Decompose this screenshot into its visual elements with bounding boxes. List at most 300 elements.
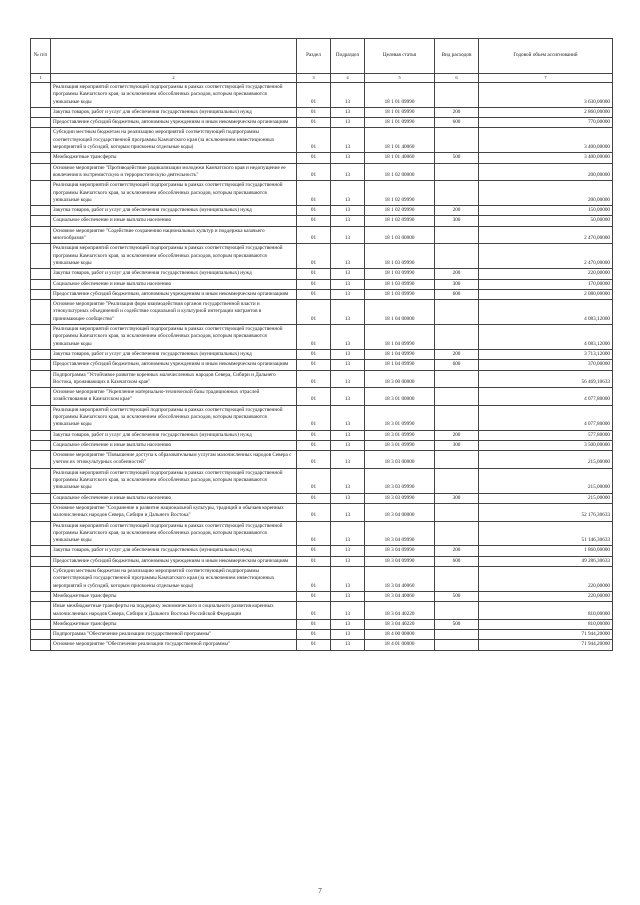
table-row bbox=[31, 206, 613, 216]
vr-cell: 600 bbox=[435, 289, 479, 299]
header-vr: Вид расходов bbox=[435, 39, 479, 74]
table-row bbox=[31, 503, 613, 521]
podrazdel-cell: 13 bbox=[331, 451, 365, 469]
podrazdel-cell: 13 bbox=[331, 216, 365, 226]
cs-cell: 18 3 01 09990 bbox=[365, 405, 435, 430]
name-cell: Предоставление субсидий бюджетным, автономным учреждениям и иным некоммерческим организациям bbox=[51, 360, 297, 370]
colnum: 2 bbox=[51, 74, 297, 83]
razdel-cell: 01 bbox=[297, 521, 331, 546]
name-cell: Предоставление субсидий бюджетным, автономным учреждениям и иным некоммерческим организациям bbox=[51, 118, 297, 128]
razdel-cell: 01 bbox=[297, 226, 331, 244]
podrazdel-cell: 13 bbox=[331, 493, 365, 503]
cs-cell: 18 1 01 09990 bbox=[365, 118, 435, 128]
name-cell: Реализация мероприятий соответствующей подпрограммы в рамках соответствующей государственной программы Камчатского края, за исключением обособленных расходов, которым присваиваются уникальные коды bbox=[51, 325, 297, 350]
table-row bbox=[31, 451, 613, 469]
name-cell: Основное мероприятие "Сохранение и развитие национальной культуры, традиций и обычаев коренных малочисленных народов Севера, Сибири и Дальнего Востока" bbox=[51, 503, 297, 521]
razdel-cell: 01 bbox=[297, 370, 331, 388]
cs-cell: 18 1 01 40060 bbox=[365, 153, 435, 163]
podrazdel-cell: 13 bbox=[331, 181, 365, 206]
cs-cell: 18 1 02 09990 bbox=[365, 206, 435, 216]
sum-cell: 1 860,00000 bbox=[479, 546, 613, 556]
razdel-cell: 01 bbox=[297, 300, 331, 325]
cs-cell: 18 3 04 40220 bbox=[365, 619, 435, 629]
num-cell bbox=[31, 468, 51, 493]
num-cell bbox=[31, 619, 51, 629]
cs-cell: 18 3 01 00000 bbox=[365, 388, 435, 406]
razdel-cell: 01 bbox=[297, 118, 331, 128]
podrazdel-cell: 13 bbox=[331, 468, 365, 493]
sum-cell: 52 176,30633 bbox=[479, 503, 613, 521]
sum-cell: 577,80000 bbox=[479, 430, 613, 440]
budget-table bbox=[30, 38, 613, 651]
sum-cell: 2 860,00000 bbox=[479, 107, 613, 117]
sum-cell: 220,00000 bbox=[479, 269, 613, 279]
razdel-cell: 01 bbox=[297, 493, 331, 503]
name-cell: Основное мероприятие "Повышение доступа к образовательным услугам малочисленных народов Севера с учетом их этнокультурных особенностей" bbox=[51, 451, 297, 469]
num-cell bbox=[31, 279, 51, 289]
razdel-cell: 01 bbox=[297, 163, 331, 181]
sum-cell: 200,00000 bbox=[479, 163, 613, 181]
vr-cell bbox=[435, 300, 479, 325]
razdel-cell: 01 bbox=[297, 349, 331, 359]
cs-cell: 18 3 04 40060 bbox=[365, 567, 435, 592]
vr-cell: 300 bbox=[435, 493, 479, 503]
name-cell: Подпрограмма "Устойчивое развитие коренных малочисленных народов Севера, Сибири и Дальнего Востока, проживающих в Камчатском крае" bbox=[51, 370, 297, 388]
cs-cell: 18 3 01 09990 bbox=[365, 440, 435, 450]
podrazdel-cell: 13 bbox=[331, 153, 365, 163]
podrazdel-cell: 13 bbox=[331, 244, 365, 269]
name-cell: Межбюджетные трансферты bbox=[51, 591, 297, 601]
sum-cell: 220,00000 bbox=[479, 567, 613, 592]
vr-cell bbox=[435, 630, 479, 640]
name-cell: Социальное обеспечение и иные выплаты населению bbox=[51, 493, 297, 503]
sum-cell: 3 630,00000 bbox=[479, 83, 613, 108]
sum-cell: 50,00000 bbox=[479, 216, 613, 226]
sum-cell: 3 400,00000 bbox=[479, 128, 613, 153]
num-cell bbox=[31, 181, 51, 206]
num-cell bbox=[31, 440, 51, 450]
cs-cell: 18 1 03 09990 bbox=[365, 289, 435, 299]
vr-cell bbox=[435, 388, 479, 406]
cs-cell: 18 3 04 09990 bbox=[365, 546, 435, 556]
cs-cell: 18 3 04 09990 bbox=[365, 556, 435, 566]
vr-cell: 500 bbox=[435, 153, 479, 163]
table-row bbox=[31, 107, 613, 117]
num-cell bbox=[31, 226, 51, 244]
sum-cell: 215,00000 bbox=[479, 468, 613, 493]
sum-cell: 810,00000 bbox=[479, 619, 613, 629]
vr-cell bbox=[435, 451, 479, 469]
sum-cell: 4 083,12000 bbox=[479, 325, 613, 350]
num-cell bbox=[31, 206, 51, 216]
num-cell bbox=[31, 325, 51, 350]
table-row bbox=[31, 163, 613, 181]
razdel-cell: 01 bbox=[297, 360, 331, 370]
cs-cell: 18 1 04 09990 bbox=[365, 349, 435, 359]
sum-cell: 150,00000 bbox=[479, 206, 613, 216]
vr-cell bbox=[435, 325, 479, 350]
cs-cell: 18 1 03 00000 bbox=[365, 226, 435, 244]
table-row bbox=[31, 619, 613, 629]
podrazdel-cell: 13 bbox=[331, 630, 365, 640]
name-cell: Закупка товаров, работ и услуг для обеспечения государственных (муниципальных) нужд bbox=[51, 430, 297, 440]
column-number-row bbox=[31, 74, 613, 83]
sum-cell: 2 470,00000 bbox=[479, 226, 613, 244]
header-cs: Целевая статья bbox=[365, 39, 435, 74]
razdel-cell: 01 bbox=[297, 591, 331, 601]
sum-cell: 215,00000 bbox=[479, 451, 613, 469]
razdel-cell: 01 bbox=[297, 430, 331, 440]
razdel-cell: 01 bbox=[297, 451, 331, 469]
podrazdel-cell: 13 bbox=[331, 300, 365, 325]
header-row bbox=[31, 39, 613, 74]
podrazdel-cell: 13 bbox=[331, 279, 365, 289]
vr-cell bbox=[435, 640, 479, 650]
num-cell bbox=[31, 289, 51, 299]
vr-cell bbox=[435, 181, 479, 206]
cs-cell: 18 1 02 09990 bbox=[365, 181, 435, 206]
num-cell bbox=[31, 300, 51, 325]
razdel-cell: 01 bbox=[297, 546, 331, 556]
name-cell: Основное мероприятие "Обеспечение реализации государственной программы" bbox=[51, 640, 297, 650]
sum-cell: 170,00000 bbox=[479, 279, 613, 289]
sum-cell: 51 146,30633 bbox=[479, 521, 613, 546]
num-cell bbox=[31, 567, 51, 592]
podrazdel-cell: 13 bbox=[331, 118, 365, 128]
podrazdel-cell: 13 bbox=[331, 349, 365, 359]
num-cell bbox=[31, 521, 51, 546]
num-cell bbox=[31, 360, 51, 370]
table-row bbox=[31, 360, 613, 370]
razdel-cell: 01 bbox=[297, 216, 331, 226]
podrazdel-cell: 13 bbox=[331, 370, 365, 388]
razdel-cell: 01 bbox=[297, 153, 331, 163]
num-cell bbox=[31, 546, 51, 556]
num-cell bbox=[31, 430, 51, 440]
num-cell bbox=[31, 128, 51, 153]
cs-cell: 18 3 04 09990 bbox=[365, 521, 435, 546]
cs-cell: 18 1 04 09990 bbox=[365, 360, 435, 370]
vr-cell: 500 bbox=[435, 619, 479, 629]
table-row bbox=[31, 468, 613, 493]
num-cell bbox=[31, 388, 51, 406]
vr-cell bbox=[435, 468, 479, 493]
podrazdel-cell: 13 bbox=[331, 440, 365, 450]
razdel-cell: 01 bbox=[297, 602, 331, 620]
cs-cell: 18 3 00 00000 bbox=[365, 370, 435, 388]
name-cell: Предоставление субсидий бюджетным, автономным учреждениям и иным некоммерческим организациям bbox=[51, 289, 297, 299]
table-row bbox=[31, 567, 613, 592]
header-sum: Годовой объем ассигнований bbox=[479, 39, 613, 74]
razdel-cell: 01 bbox=[297, 619, 331, 629]
razdel-cell: 01 bbox=[297, 640, 331, 650]
colnum: 5 bbox=[365, 74, 435, 83]
table-row bbox=[31, 216, 613, 226]
vr-cell: 600 bbox=[435, 360, 479, 370]
vr-cell: 200 bbox=[435, 546, 479, 556]
vr-cell bbox=[435, 83, 479, 108]
name-cell: Межбюджетные трансферты bbox=[51, 619, 297, 629]
razdel-cell: 01 bbox=[297, 181, 331, 206]
podrazdel-cell: 13 bbox=[331, 83, 365, 108]
cs-cell: 18 3 04 40220 bbox=[365, 602, 435, 620]
num-cell bbox=[31, 269, 51, 279]
cs-cell: 18 1 03 09990 bbox=[365, 244, 435, 269]
table-row bbox=[31, 349, 613, 359]
table-row bbox=[31, 556, 613, 566]
vr-cell: 500 bbox=[435, 591, 479, 601]
num-cell bbox=[31, 640, 51, 650]
name-cell: Основное мероприятие "Противодействие радикализации молодежи Камчатского края и недопущение ее вовлечения в экстремистскую и террористическую деятельность" bbox=[51, 163, 297, 181]
name-cell: Закупка товаров, работ и услуг для обеспечения государственных (муниципальных) нужд bbox=[51, 349, 297, 359]
num-cell bbox=[31, 118, 51, 128]
table-row bbox=[31, 181, 613, 206]
sum-cell: 370,00000 bbox=[479, 360, 613, 370]
table-row bbox=[31, 279, 613, 289]
cs-cell: 18 1 01 09990 bbox=[365, 107, 435, 117]
colnum: 4 bbox=[331, 74, 365, 83]
name-cell: Социальное обеспечение и иные выплаты населению bbox=[51, 279, 297, 289]
name-cell: Предоставление субсидий бюджетным, автономным учреждениям и иным некоммерческим организациям bbox=[51, 556, 297, 566]
name-cell: Основное мероприятие "Содействие сохранению национальных культур и поддержка казачьего многообразия" bbox=[51, 226, 297, 244]
razdel-cell: 01 bbox=[297, 107, 331, 117]
sum-cell: 3 713,12000 bbox=[479, 349, 613, 359]
vr-cell: 300 bbox=[435, 279, 479, 289]
vr-cell: 200 bbox=[435, 206, 479, 216]
razdel-cell: 01 bbox=[297, 468, 331, 493]
name-cell: Межбюджетные трансферты bbox=[51, 153, 297, 163]
num-cell bbox=[31, 630, 51, 640]
num-cell bbox=[31, 556, 51, 566]
sum-cell: 71 944,20000 bbox=[479, 630, 613, 640]
cs-cell: 18 3 01 09990 bbox=[365, 430, 435, 440]
vr-cell bbox=[435, 226, 479, 244]
name-cell: Субсидии местным бюджетам на реализацию мероприятий соответствующей подпрограммы соответствующей государственной программы Камчатского края (за исключением инвестиционных мероприятий и субсидий, которым присвоены отдельные коды) bbox=[51, 128, 297, 153]
header-podrazdel: Подраздел bbox=[331, 39, 365, 74]
podrazdel-cell: 13 bbox=[331, 619, 365, 629]
razdel-cell: 01 bbox=[297, 244, 331, 269]
razdel-cell: 01 bbox=[297, 269, 331, 279]
razdel-cell: 01 bbox=[297, 325, 331, 350]
podrazdel-cell: 13 bbox=[331, 289, 365, 299]
podrazdel-cell: 13 bbox=[331, 128, 365, 153]
name-cell: Социальное обеспечение и иные выплаты населению bbox=[51, 440, 297, 450]
table-row bbox=[31, 370, 613, 388]
vr-cell: 300 bbox=[435, 216, 479, 226]
name-cell: Реализация мероприятий соответствующей подпрограммы в рамках соответствующей государственной программы Камчатского края, за исключением обособленных расходов, которым присваиваются уникальные коды bbox=[51, 181, 297, 206]
name-cell: Реализация мероприятий соответствующей подпрограммы в рамках соответствующей государственной программы Камчатского края, за исключением обособленных расходов, которым присваиваются уникальные коды bbox=[51, 244, 297, 269]
cs-cell: 18 4 01 00000 bbox=[365, 640, 435, 650]
podrazdel-cell: 13 bbox=[331, 602, 365, 620]
table-row bbox=[31, 153, 613, 163]
vr-cell bbox=[435, 521, 479, 546]
razdel-cell: 01 bbox=[297, 503, 331, 521]
podrazdel-cell: 13 bbox=[331, 503, 365, 521]
colnum: 1 bbox=[31, 74, 51, 83]
name-cell: Закупка товаров, работ и услуг для обеспечения государственных (муниципальных) нужд bbox=[51, 107, 297, 117]
num-cell bbox=[31, 405, 51, 430]
vr-cell bbox=[435, 567, 479, 592]
vr-cell: 200 bbox=[435, 269, 479, 279]
num-cell bbox=[31, 349, 51, 359]
razdel-cell: 01 bbox=[297, 128, 331, 153]
num-cell bbox=[31, 602, 51, 620]
table-row bbox=[31, 440, 613, 450]
num-cell bbox=[31, 451, 51, 469]
podrazdel-cell: 13 bbox=[331, 405, 365, 430]
razdel-cell: 01 bbox=[297, 556, 331, 566]
podrazdel-cell: 13 bbox=[331, 360, 365, 370]
podrazdel-cell: 13 bbox=[331, 388, 365, 406]
cs-cell: 18 3 03 09990 bbox=[365, 493, 435, 503]
podrazdel-cell: 13 bbox=[331, 546, 365, 556]
table-row bbox=[31, 118, 613, 128]
name-cell: Иные межбюджетные трансферты на поддержку экономического и социального развития коренных малочисленных народов Севера, Сибири и Дальнего Востока Российской Федерации bbox=[51, 602, 297, 620]
sum-cell: 49 286,30633 bbox=[479, 556, 613, 566]
table-body bbox=[31, 83, 613, 651]
num-cell bbox=[31, 493, 51, 503]
header-name bbox=[51, 39, 297, 74]
cs-cell: 18 1 02 09990 bbox=[365, 216, 435, 226]
podrazdel-cell: 13 bbox=[331, 206, 365, 216]
vr-cell bbox=[435, 244, 479, 269]
sum-cell: 2 470,00000 bbox=[479, 244, 613, 269]
cs-cell: 18 1 04 09990 bbox=[365, 325, 435, 350]
cs-cell: 18 1 01 09990 bbox=[365, 83, 435, 108]
name-cell: Реализация мероприятий соответствующей подпрограммы в рамках соответствующей государственной программы Камчатского края, за исключением обособленных расходов, которым присваиваются уникальные коды bbox=[51, 405, 297, 430]
header-num: № п/п bbox=[31, 39, 51, 74]
table-row bbox=[31, 325, 613, 350]
vr-cell: 200 bbox=[435, 107, 479, 117]
num-cell bbox=[31, 370, 51, 388]
table-row bbox=[31, 83, 613, 108]
table-row bbox=[31, 640, 613, 650]
name-cell: Реализация мероприятий соответствующей подпрограммы в рамках соответствующей государственной программы Камчатского края, за исключением обособленных расходов, которым присваиваются уникальные коды bbox=[51, 521, 297, 546]
podrazdel-cell: 13 bbox=[331, 430, 365, 440]
table-row bbox=[31, 430, 613, 440]
razdel-cell: 01 bbox=[297, 83, 331, 108]
vr-cell: 600 bbox=[435, 556, 479, 566]
podrazdel-cell: 13 bbox=[331, 591, 365, 601]
cs-cell: 18 3 04 40060 bbox=[365, 591, 435, 601]
podrazdel-cell: 13 bbox=[331, 226, 365, 244]
name-cell: Основное мероприятие "Укрепление материально-технической базы традиционных отраслей хозяйствования в Камчатском крае" bbox=[51, 388, 297, 406]
page-number: 7 bbox=[318, 887, 322, 895]
cs-cell: 18 3 03 09990 bbox=[365, 468, 435, 493]
colnum: 3 bbox=[297, 74, 331, 83]
name-cell: Субсидии местным бюджетам на реализацию мероприятий соответствующей подпрограммы соответствующей государственной программы Камчатского края (за исключением инвестиционных мероприятий и субсидий, которым присвоены отдельные коды) bbox=[51, 567, 297, 592]
vr-cell: 300 bbox=[435, 440, 479, 450]
vr-cell bbox=[435, 128, 479, 153]
podrazdel-cell: 13 bbox=[331, 269, 365, 279]
cs-cell: 18 1 03 09990 bbox=[365, 279, 435, 289]
podrazdel-cell: 13 bbox=[331, 325, 365, 350]
cs-cell: 18 4 00 00000 bbox=[365, 630, 435, 640]
table-row bbox=[31, 602, 613, 620]
podrazdel-cell: 13 bbox=[331, 163, 365, 181]
cs-cell: 18 3 04 00000 bbox=[365, 503, 435, 521]
num-cell bbox=[31, 163, 51, 181]
cs-cell: 18 3 03 00000 bbox=[365, 451, 435, 469]
num-cell bbox=[31, 503, 51, 521]
vr-cell bbox=[435, 503, 479, 521]
num-cell bbox=[31, 107, 51, 117]
razdel-cell: 01 bbox=[297, 567, 331, 592]
num-cell bbox=[31, 83, 51, 108]
table-row bbox=[31, 269, 613, 279]
sum-cell: 4 077,80000 bbox=[479, 388, 613, 406]
razdel-cell: 01 bbox=[297, 388, 331, 406]
name-cell: Реализация мероприятий соответствующей подпрограммы в рамках соответствующей государственной программы Камчатского края, за исключением обособленных расходов, которым присваиваются уникальные коды bbox=[51, 468, 297, 493]
cs-cell: 18 1 01 40060 bbox=[365, 128, 435, 153]
vr-cell bbox=[435, 370, 479, 388]
vr-cell bbox=[435, 405, 479, 430]
vr-cell: 600 bbox=[435, 118, 479, 128]
table-row bbox=[31, 226, 613, 244]
sum-cell: 3 500,00000 bbox=[479, 440, 613, 450]
table-row bbox=[31, 521, 613, 546]
sum-cell: 4 077,80000 bbox=[479, 405, 613, 430]
razdel-cell: 01 bbox=[297, 289, 331, 299]
vr-cell: 200 bbox=[435, 349, 479, 359]
podrazdel-cell: 13 bbox=[331, 556, 365, 566]
podrazdel-cell: 13 bbox=[331, 521, 365, 546]
document-page bbox=[30, 38, 612, 651]
num-cell bbox=[31, 591, 51, 601]
cs-cell: 18 1 04 00000 bbox=[365, 300, 435, 325]
razdel-cell: 01 bbox=[297, 206, 331, 216]
table-row bbox=[31, 388, 613, 406]
sum-cell: 200,00000 bbox=[479, 181, 613, 206]
table-row bbox=[31, 405, 613, 430]
table-row bbox=[31, 591, 613, 601]
table-row bbox=[31, 493, 613, 503]
cs-cell: 18 1 03 09990 bbox=[365, 269, 435, 279]
name-cell: Основное мероприятие "Реализация форм взаимодействия органов государственной власти и этнокультурных объединений и содействие социальной и культурной интеграции мигрантов в принимающее сообщество" bbox=[51, 300, 297, 325]
table-row bbox=[31, 630, 613, 640]
razdel-cell: 01 bbox=[297, 440, 331, 450]
name-cell: Реализация мероприятий соответствующей подпрограммы в рамках соответствующей государственной программы Камчатского края, за исключением обособленных расходов, которым присваиваются уникальные коды bbox=[51, 83, 297, 108]
sum-cell: 215,00000 bbox=[479, 493, 613, 503]
podrazdel-cell: 13 bbox=[331, 107, 365, 117]
vr-cell bbox=[435, 163, 479, 181]
sum-cell: 71 944,20000 bbox=[479, 640, 613, 650]
header-razdel: Раздел bbox=[297, 39, 331, 74]
name-cell: Подпрограмма "Обеспечение реализации государственной программы" bbox=[51, 630, 297, 640]
table-row bbox=[31, 244, 613, 269]
vr-cell: 200 bbox=[435, 430, 479, 440]
razdel-cell: 01 bbox=[297, 279, 331, 289]
name-cell: Социальное обеспечение и иные выплаты населению bbox=[51, 216, 297, 226]
name-cell: Закупка товаров, работ и услуг для обеспечения государственных (муниципальных) нужд bbox=[51, 269, 297, 279]
podrazdel-cell: 13 bbox=[331, 640, 365, 650]
num-cell bbox=[31, 244, 51, 269]
vr-cell bbox=[435, 602, 479, 620]
razdel-cell: 01 bbox=[297, 405, 331, 430]
sum-cell: 3 400,00000 bbox=[479, 153, 613, 163]
colnum: 6 bbox=[435, 74, 479, 83]
colnum: 7 bbox=[479, 74, 613, 83]
table-row bbox=[31, 300, 613, 325]
sum-cell: 4 083,12000 bbox=[479, 300, 613, 325]
table-row bbox=[31, 289, 613, 299]
table-row bbox=[31, 546, 613, 556]
table-row bbox=[31, 128, 613, 153]
podrazdel-cell: 13 bbox=[331, 567, 365, 592]
sum-cell: 220,00000 bbox=[479, 591, 613, 601]
razdel-cell: 01 bbox=[297, 630, 331, 640]
sum-cell: 2 080,00000 bbox=[479, 289, 613, 299]
